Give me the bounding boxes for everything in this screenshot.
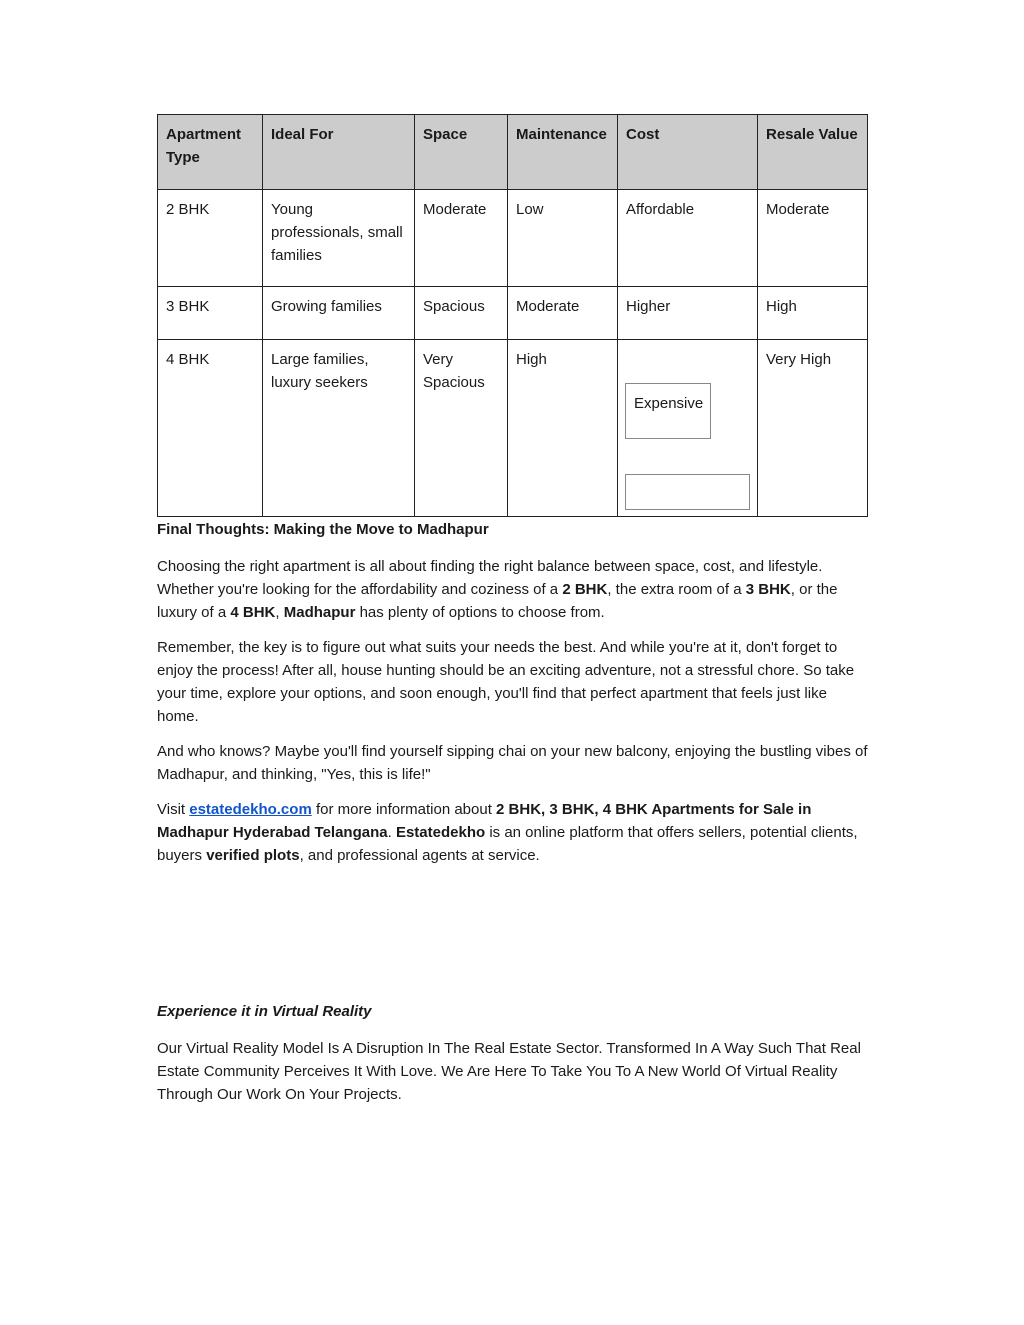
estatedekho-link[interactable]: estatedekho.com <box>189 801 312 818</box>
table-cell: Moderate <box>508 287 618 340</box>
paragraph-who-knows: And who knows? Maybe you'll find yourself sipping chai on your new balcony, enjoying the bustling vibes of Madhapur, and thinking, "Yes, this is life!" <box>157 743 868 783</box>
table-cell: Young professionals, small families <box>263 190 415 287</box>
table-cell-cost <box>618 340 758 517</box>
table-row <box>158 287 868 340</box>
header-resale-value: Resale Value <box>758 115 868 190</box>
empty-text-box <box>625 474 750 510</box>
table-cell: 4 BHK <box>158 340 263 517</box>
table-cell: Very High <box>758 340 868 517</box>
paragraph-visit: Visit estatedekho.com for more information about 2 BHK, 3 BHK, 4 BHK Apartments for Sale in Madhapur Hyderabad Telangana. Estatedekho is an online platform that offers sellers, potential clients, buyers verified plots, and professional agents at service. <box>157 801 858 864</box>
vr-heading: Experience it in Virtual Reality <box>157 1003 372 1020</box>
table-cell: Growing families <box>263 287 415 340</box>
table-cell: Spacious <box>415 287 508 340</box>
paragraph-vr: Our Virtual Reality Model Is A Disruption In The Real Estate Sector. Transformed In A Way Such That Real Estate Community Perceives It With Love. We Are Here To Take You To A New World Of Virtual Reality Through Our Work On Your Projects. <box>157 1040 861 1103</box>
table-cell: 3 BHK <box>158 287 263 340</box>
header-apartment-type: Apartment Type <box>158 115 263 190</box>
header-space: Space <box>415 115 508 190</box>
table-cell: High <box>758 287 868 340</box>
table-cell: High <box>508 340 618 517</box>
final-thoughts-heading: Final Thoughts: Making the Move to Madhapur <box>157 521 489 538</box>
apartment-comparison-table <box>157 114 868 517</box>
table-header-row <box>158 115 868 190</box>
table-cell: Large families, luxury seekers <box>263 340 415 517</box>
table-cell: Affordable <box>618 190 758 287</box>
header-cost: Cost <box>618 115 758 190</box>
header-ideal-for: Ideal For <box>263 115 415 190</box>
table-row <box>158 190 868 287</box>
table-cell: Moderate <box>758 190 868 287</box>
table-row <box>158 340 868 517</box>
table-cell: Moderate <box>415 190 508 287</box>
table-cell: 2 BHK <box>158 190 263 287</box>
header-maintenance: Maintenance <box>508 115 618 190</box>
table-cell: Very Spacious <box>415 340 508 517</box>
expensive-text-box: Expensive <box>625 383 711 439</box>
paragraph-remember: Remember, the key is to figure out what suits your needs the best. And while you're at it, don't forget to enjoy the process! After all, house hunting should be an exciting adventure, not a stressful chore. So take your time, explore your options, and soon enough, you'll find that perfect apartment that feels just like home. <box>157 639 855 725</box>
paragraph-choosing: Choosing the right apartment is all about finding the right balance between space, cost, and lifestyle. Whether you're looking for the affordability and coziness of a 2 BHK, the extra room of a 3 BHK, or the luxury of a 4 BHK, Madhapur has plenty of options to choose from. <box>157 558 838 621</box>
table-cell: Low <box>508 190 618 287</box>
table-cell: Higher <box>618 287 758 340</box>
